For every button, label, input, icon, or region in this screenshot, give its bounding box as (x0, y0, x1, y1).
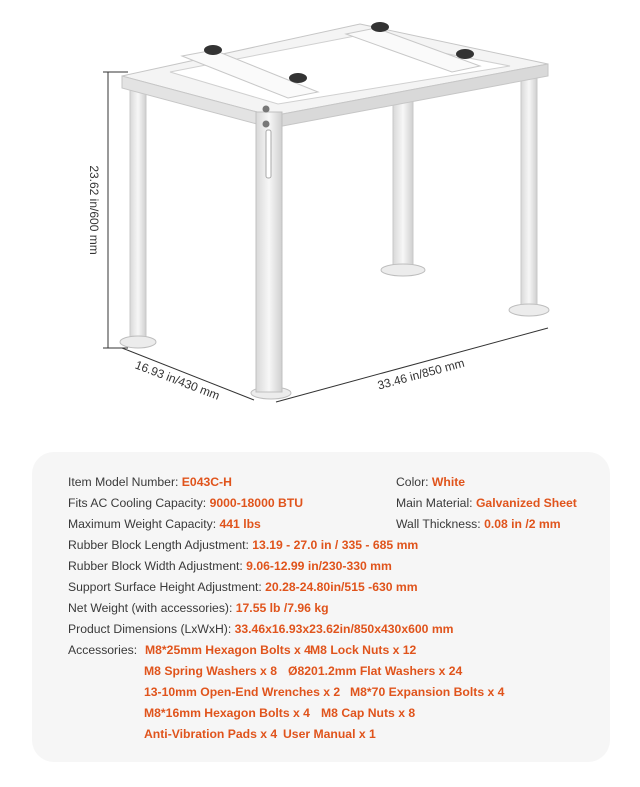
spec-card (32, 452, 610, 762)
spec-weight-capacity: Maximum Weight Capacity: 441 lbs (68, 517, 261, 531)
accessory-item: Anti-Vibration Pads x 4 (144, 727, 278, 741)
spec-color: Color: White (396, 475, 466, 489)
bolt (263, 106, 270, 113)
far-right-leg (521, 70, 537, 310)
height-dimension (103, 72, 128, 348)
length-dimension-label: 33.46 in/850 mm (375, 355, 466, 393)
height-dimension-label: 23.62 in/600 mm (87, 165, 101, 255)
base-plate (120, 336, 156, 348)
accessory-item: M8*25mm Hexagon Bolts x 4 (145, 643, 311, 657)
back-left-leg (130, 82, 146, 342)
length-dimension (276, 328, 548, 402)
bolt (263, 121, 270, 128)
spec-width-adjustment: Rubber Block Width Adjustment: 9.06-12.99 in/230-330 mm (68, 559, 392, 573)
accessory-item: 13-10mm Open-End Wrenches x 2 (144, 685, 341, 699)
spec-thickness: Wall Thickness: 0.08 in /2 mm (396, 517, 561, 531)
accessory-item: M8*70 Expansion Bolts x 4 (350, 685, 505, 699)
spec-material: Main Material: Galvanized Sheet (396, 496, 577, 510)
back-right-leg (393, 92, 413, 270)
adjustment-slot (266, 130, 271, 178)
spec-length-adjustment: Rubber Block Length Adjustment: 13.19 - 27.0 in / 335 - 685 mm (68, 538, 419, 552)
spec-net-weight: Net Weight (with accessories): 17.55 lb /7.96 kg (68, 601, 329, 615)
accessory-item: M8*16mm Hexagon Bolts x 4 (144, 706, 310, 720)
accessory-item: M8 Spring Washers x 8 (144, 664, 277, 678)
spec-height-adjustment: Support Surface Height Adjustment: 20.28-24.80in/515 -630 mm (68, 580, 418, 594)
accessory-item: M8 Cap Nuts x 8 (321, 706, 416, 720)
accessory-item: User Manual x 1 (283, 727, 376, 741)
spec-capacity: Fits AC Cooling Capacity: 9000-18000 BTU (68, 496, 304, 510)
spec-model: Item Model Number: E043C-H (68, 475, 232, 489)
base-plate (381, 264, 425, 276)
accessories-label: Accessories: (68, 643, 138, 657)
accessory-item: Ø8201.2mm Flat Washers x 24 (288, 664, 463, 678)
base-plate (509, 304, 549, 316)
spec-product-dimensions: Product Dimensions (LxWxH): 33.46x16.93x23.62in/850x430x600 mm (68, 622, 454, 636)
depth-dimension-label: 16.93 in/430 mm (133, 357, 222, 403)
accessory-item: M8 Lock Nuts x 12 (310, 643, 417, 657)
